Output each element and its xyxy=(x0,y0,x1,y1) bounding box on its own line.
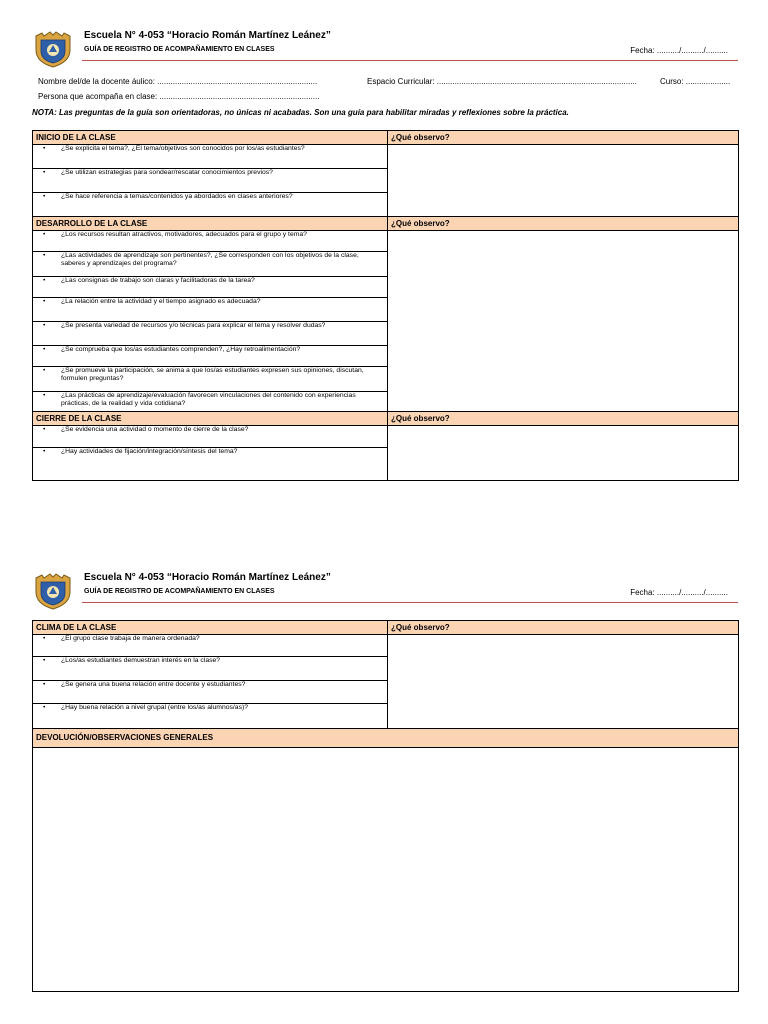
question-item: • ¿Se evidencia una actividad o momento de cierre de la clase? xyxy=(33,426,388,448)
page-header xyxy=(32,572,738,610)
school-name: Escuela N° 4-053 “Horacio Román Martínez Leánez” xyxy=(84,572,331,583)
section-header-cierre: CIERRE DE LA CLASE xyxy=(33,412,388,426)
date-field[interactable]: Fecha: ........../........../.......... xyxy=(630,588,728,597)
observation-cell[interactable] xyxy=(388,231,739,412)
question-item: • ¿Se genera una buena relación entre docente y estudiantes? xyxy=(33,681,388,704)
school-crest-icon xyxy=(32,572,74,610)
section-header-clima: CLIMA DE LA CLASE xyxy=(33,621,388,635)
observo-header: ¿Qué observo? xyxy=(388,621,739,635)
observo-header: ¿Qué observo? xyxy=(388,412,739,426)
section-header-inicio: INICIO DE LA CLASE xyxy=(33,131,388,145)
guide-title: GUÍA DE REGISTRO DE ACOMPAÑAMIENTO EN CLASES xyxy=(84,46,275,53)
header-divider xyxy=(82,602,738,603)
observo-header: ¿Qué observo? xyxy=(388,217,739,231)
question-item: • ¿Se promueve la participación, se anima a que los/as estudiantes expresen sus opiniones, discutan, formulen preguntas? xyxy=(33,367,388,392)
question-item: • ¿La relación entre la actividad y el tiempo asignado es adecuada? xyxy=(33,298,388,322)
note-text: NOTA: Las preguntas de la guía son orientadoras, no únicas ni acabadas. Son una guía para habilitar miradas y reflexiones sobre la práctica. xyxy=(32,108,569,117)
observo-header: ¿Qué observo? xyxy=(388,131,739,145)
question-item: • ¿Los/as estudiantes demuestran interés en la clase? xyxy=(33,657,388,681)
question-item: • ¿Hay actividades de fijación/integración/síntesis del tema? xyxy=(33,448,388,481)
page-2 xyxy=(32,572,738,992)
observation-cell[interactable] xyxy=(388,145,739,217)
curso-field[interactable]: Curso: .................... xyxy=(660,77,731,86)
question-item: • ¿Las actividades de aprendizaje son pertinentes?, ¿Se corresponden con los objetivos de la clase, saberes y aprendizajes del programa? xyxy=(33,252,388,277)
question-item: • ¿Los recursos resultan atractivos, motivadores, adecuados para el grupo y tema? xyxy=(33,231,388,252)
clima-table xyxy=(32,620,739,992)
question-item: • ¿Hay buena relación a nivel grupal (entre los/as alumnos/as)? xyxy=(33,704,388,729)
question-item: • ¿Las consignas de trabajo son claras y facilitadoras de la tarea? xyxy=(33,277,388,298)
question-item: • ¿Se explicita el tema?, ¿El tema/objetivos son conocidos por los/as estudiantes? xyxy=(33,145,388,169)
observation-table xyxy=(32,130,739,481)
date-field[interactable]: Fecha: ........../........../.......... xyxy=(630,46,728,55)
observation-cell[interactable] xyxy=(388,635,739,729)
section-header-desarrollo: DESARROLLO DE LA CLASE xyxy=(33,217,388,231)
question-item: • ¿Se hace referencia a temas/contenidos ya abordados en clases anteriores? xyxy=(33,193,388,217)
school-name: Escuela N° 4-053 “Horacio Román Martínez Leánez” xyxy=(84,30,331,41)
question-item: • ¿El grupo clase trabaja de manera ordenada? xyxy=(33,635,388,657)
page-header xyxy=(32,30,738,68)
school-crest-icon xyxy=(32,30,74,68)
page-1 xyxy=(32,30,738,481)
header-divider xyxy=(82,60,738,61)
persona-field[interactable]: Persona que acompaña en clase: ........................................................................ xyxy=(38,92,320,101)
question-item: • ¿Se presenta variedad de recursos y/o técnicas para explicar el tema y resolver dudas? xyxy=(33,322,388,346)
docente-field[interactable]: Nombre del/de la docente áulico: ........................................................................ xyxy=(38,77,318,86)
question-item: • ¿Se comprueba que los/as estudiantes comprenden?, ¿Hay retroalimentación? xyxy=(33,346,388,367)
question-item: • ¿Se utilizan estrategias para sondear/rescatar conocimientos previos? xyxy=(33,169,388,193)
form-fields xyxy=(32,74,738,106)
espacio-field[interactable]: Espacio Curricular: .......................................................................................... xyxy=(367,77,637,86)
question-item: • ¿Las prácticas de aprendizaje/evaluación favorecen vinculaciones del contenido con experiencias prácticas, de la realidad y vida cotidiana? xyxy=(33,392,388,412)
devolucion-box[interactable] xyxy=(33,748,739,992)
observation-cell[interactable] xyxy=(388,426,739,481)
guide-title: GUÍA DE REGISTRO DE ACOMPAÑAMIENTO EN CLASES xyxy=(84,588,275,595)
section-header-devolucion: DEVOLUCIÓN/OBSERVACIONES GENERALES xyxy=(33,729,739,748)
